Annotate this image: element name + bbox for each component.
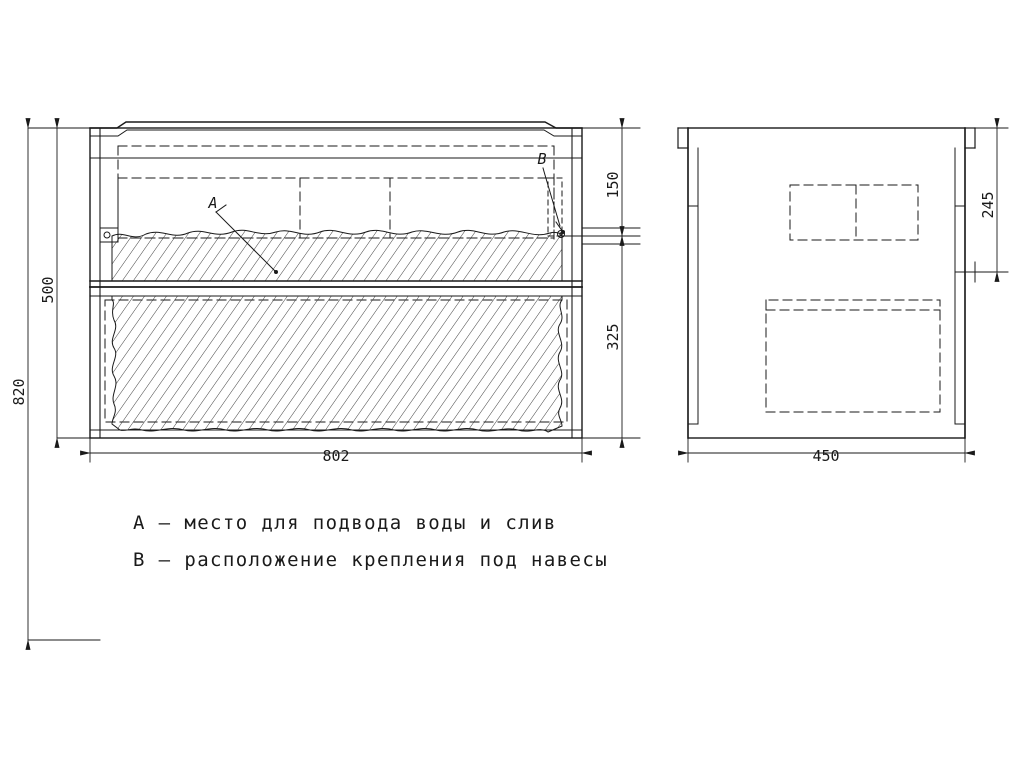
side-view-group — [678, 128, 975, 438]
legend-item-b: B – расположение крепления под навесы — [133, 549, 609, 571]
legend-item-a: A – место для подвода воды и слив — [133, 512, 557, 534]
dim-top-drawer-height: 150 — [604, 171, 622, 199]
dim-depth: 450 — [812, 447, 840, 465]
dim-bottom-drawer-height: 325 — [604, 323, 622, 351]
legend — [133, 505, 833, 579]
callout-label-a: A — [208, 194, 218, 212]
dim-body-height: 500 — [39, 276, 57, 304]
dim-side-top-height: 245 — [979, 191, 997, 219]
front-view-group — [90, 122, 582, 438]
callout-label-b: B — [537, 150, 547, 168]
dim-overall-height: 820 — [10, 378, 28, 406]
dim-width: 802 — [322, 447, 350, 465]
